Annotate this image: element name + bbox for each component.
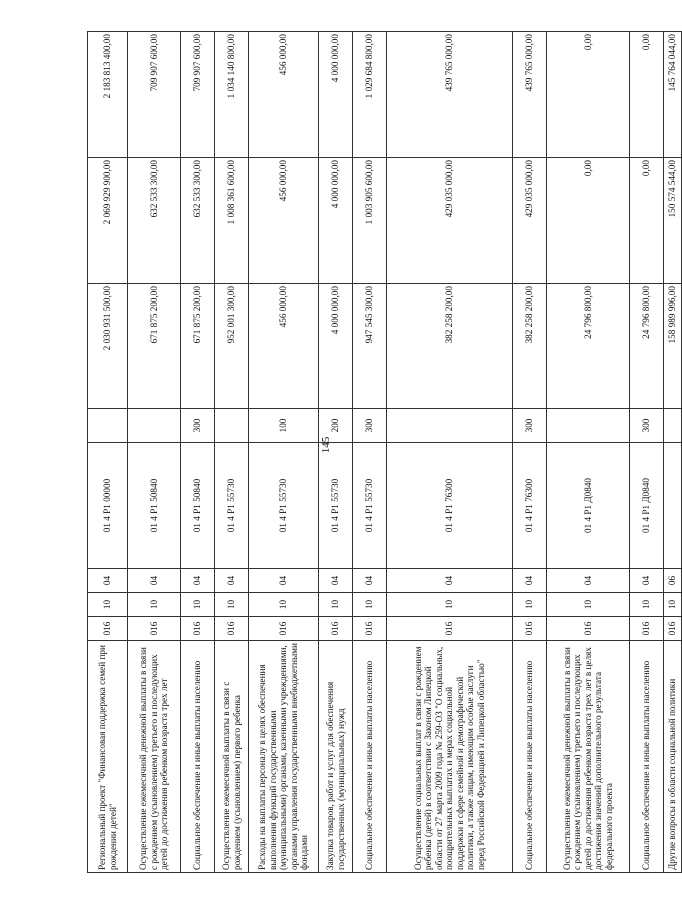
row-amount-2: 0,00 bbox=[630, 158, 664, 284]
row-section: 10 bbox=[319, 593, 353, 617]
row-expense-type bbox=[128, 409, 181, 443]
row-target-article: 01 4 P1 76300 bbox=[513, 443, 547, 569]
table-row bbox=[181, 32, 215, 873]
row-section: 10 bbox=[547, 593, 630, 617]
row-amount-3: 2 183 813 400,00 bbox=[88, 32, 128, 158]
row-subsection: 04 bbox=[547, 569, 630, 593]
row-section: 10 bbox=[128, 593, 181, 617]
row-subsection: 04 bbox=[88, 569, 128, 593]
row-subsection: 04 bbox=[181, 569, 215, 593]
row-target-article: 01 4 P1 50840 bbox=[128, 443, 181, 569]
row-target-article: 01 4 P1 Д0840 bbox=[630, 443, 664, 569]
row-amount-1: 2 030 931 500,00 bbox=[88, 284, 128, 409]
row-name: Осуществление социальных выплат в связи с рождением ребенка (детей) в соответствии с Законом Липецкой области от 27 марта 2009 года № 259-ОЗ "О социальных, поощрительных выплатах и мерах социальной поддержки в сфере семейной и демографической политики, а также лицам, имеющим особые заслуги перед Российской Федерацией и Липецкой областью" bbox=[387, 641, 513, 873]
row-amount-2: 1 003 905 600,00 bbox=[353, 158, 387, 284]
row-amount-2: 4 000 000,00 bbox=[319, 158, 353, 284]
row-amount-1: 952 001 300,00 bbox=[215, 284, 249, 409]
row-ved-code: 016 bbox=[353, 617, 387, 641]
row-expense-type: 200 bbox=[319, 409, 353, 443]
row-amount-3: 709 907 600,00 bbox=[181, 32, 215, 158]
row-subsection: 04 bbox=[630, 569, 664, 593]
row-target-article: 01 4 P1 50840 bbox=[181, 443, 215, 569]
table-row bbox=[513, 32, 547, 873]
row-expense-type: 300 bbox=[630, 409, 664, 443]
row-amount-1: 671 875 200,00 bbox=[181, 284, 215, 409]
row-name: Осуществление ежемесячной денежной выплаты в связи с рождением (усыновлением) третьего и последующих детей до достижения ребенком возраста трех лет в целях достижения значений дополнительного результата федерального проекта bbox=[547, 641, 630, 873]
row-subsection: 06 bbox=[664, 569, 682, 593]
row-ved-code: 016 bbox=[664, 617, 682, 641]
row-section: 10 bbox=[181, 593, 215, 617]
row-expense-type bbox=[547, 409, 630, 443]
row-amount-1: 24 796 800,00 bbox=[630, 284, 664, 409]
row-amount-1: 382 258 200,00 bbox=[387, 284, 513, 409]
row-name: Расходы на выплаты персоналу в целях обеспечения выполнения функций государственными (муниципальными) органами, казенными учреждениями, органами управления государственными внебюджетными фондами bbox=[249, 641, 319, 873]
row-name: Закупка товаров, работ и услуг для обеспечения государственных (муниципальных) нужд bbox=[319, 641, 353, 873]
row-target-article: 01 4 P1 55730 bbox=[319, 443, 353, 569]
table-row bbox=[387, 32, 513, 873]
row-expense-type bbox=[215, 409, 249, 443]
budget-table-sheet bbox=[87, 32, 678, 873]
row-subsection: 04 bbox=[249, 569, 319, 593]
row-name: Социальное обеспечение и иные выплаты населению bbox=[353, 641, 387, 873]
row-subsection: 04 bbox=[353, 569, 387, 593]
row-ved-code: 016 bbox=[387, 617, 513, 641]
row-amount-2: 429 035 000,00 bbox=[387, 158, 513, 284]
row-subsection: 04 bbox=[128, 569, 181, 593]
row-expense-type bbox=[664, 409, 682, 443]
row-amount-3: 709 907 600,00 bbox=[128, 32, 181, 158]
row-subsection: 04 bbox=[215, 569, 249, 593]
row-ved-code: 016 bbox=[181, 617, 215, 641]
row-amount-3: 1 034 140 800,00 bbox=[215, 32, 249, 158]
row-name: Социальное обеспечение и иные выплаты населению bbox=[513, 641, 547, 873]
row-ved-code: 016 bbox=[249, 617, 319, 641]
row-amount-2: 2 069 929 900,00 bbox=[88, 158, 128, 284]
row-amount-1: 947 545 300,00 bbox=[353, 284, 387, 409]
table-row bbox=[88, 32, 128, 873]
row-amount-3: 456 000,00 bbox=[249, 32, 319, 158]
row-expense-type: 100 bbox=[249, 409, 319, 443]
row-target-article: 01 4 P1 Д0840 bbox=[547, 443, 630, 569]
row-ved-code: 016 bbox=[88, 617, 128, 641]
row-amount-3: 439 765 000,00 bbox=[387, 32, 513, 158]
row-amount-2: 429 035 000,00 bbox=[513, 158, 547, 284]
row-ved-code: 016 bbox=[547, 617, 630, 641]
row-name: Осуществление ежемесячной денежной выплаты в связи с рождением (усыновлением) третьего и последующих детей до достижения ребенком возраста трех лет bbox=[128, 641, 181, 873]
row-amount-3: 0,00 bbox=[630, 32, 664, 158]
row-section: 10 bbox=[513, 593, 547, 617]
row-ved-code: 016 bbox=[319, 617, 353, 641]
row-ved-code: 016 bbox=[128, 617, 181, 641]
table-row bbox=[353, 32, 387, 873]
table-row bbox=[249, 32, 319, 873]
row-amount-2: 632 533 300,00 bbox=[128, 158, 181, 284]
row-expense-type: 300 bbox=[513, 409, 547, 443]
row-section: 10 bbox=[630, 593, 664, 617]
row-expense-type bbox=[88, 409, 128, 443]
row-amount-1: 4 000 000,00 bbox=[319, 284, 353, 409]
table-row bbox=[215, 32, 249, 873]
row-expense-type: 300 bbox=[353, 409, 387, 443]
row-expense-type: 300 bbox=[181, 409, 215, 443]
row-section: 10 bbox=[664, 593, 682, 617]
row-target-article: 01 4 P1 55730 bbox=[353, 443, 387, 569]
row-name: Осуществление ежемесячной выплаты в связи с рождением (усыновлением) первого ребенка bbox=[215, 641, 249, 873]
budget-table bbox=[87, 31, 682, 873]
row-amount-2: 150 574 544,00 bbox=[664, 158, 682, 284]
row-target-article: 01 4 P1 00000 bbox=[88, 443, 128, 569]
row-amount-2: 456 000,00 bbox=[249, 158, 319, 284]
table-row bbox=[319, 32, 353, 873]
row-subsection: 04 bbox=[387, 569, 513, 593]
table-row bbox=[128, 32, 181, 873]
row-amount-2: 632 533 300,00 bbox=[181, 158, 215, 284]
row-amount-3: 145 764 044,00 bbox=[664, 32, 682, 158]
row-ved-code: 016 bbox=[630, 617, 664, 641]
row-target-article: 01 4 P1 55730 bbox=[215, 443, 249, 569]
row-amount-3: 4 000 000,00 bbox=[319, 32, 353, 158]
row-section: 10 bbox=[88, 593, 128, 617]
row-amount-2: 0,00 bbox=[547, 158, 630, 284]
row-name: Социальное обеспечение и иные выплаты населению bbox=[630, 641, 664, 873]
row-ved-code: 016 bbox=[513, 617, 547, 641]
row-amount-1: 671 875 200,00 bbox=[128, 284, 181, 409]
row-name: Другие вопросы в области социальной политики bbox=[664, 641, 682, 873]
row-section: 10 bbox=[387, 593, 513, 617]
table-body bbox=[88, 32, 682, 873]
page-number: 145 bbox=[320, 436, 332, 454]
row-amount-2: 1 008 361 600,00 bbox=[215, 158, 249, 284]
row-amount-1: 24 796 800,00 bbox=[547, 284, 630, 409]
table-row bbox=[664, 32, 682, 873]
row-target-article: 01 4 P1 76300 bbox=[387, 443, 513, 569]
row-section: 10 bbox=[249, 593, 319, 617]
row-amount-1: 382 258 200,00 bbox=[513, 284, 547, 409]
row-amount-1: 456 000,00 bbox=[249, 284, 319, 409]
row-subsection: 04 bbox=[513, 569, 547, 593]
row-expense-type bbox=[387, 409, 513, 443]
row-amount-3: 0,00 bbox=[547, 32, 630, 158]
table-row bbox=[630, 32, 664, 873]
row-name: Социальное обеспечение и иные выплаты населению bbox=[181, 641, 215, 873]
row-amount-3: 439 765 000,00 bbox=[513, 32, 547, 158]
row-subsection: 04 bbox=[319, 569, 353, 593]
row-name: Региональный проект "Финансовая поддержка семей при рождении детей" bbox=[88, 641, 128, 873]
row-section: 10 bbox=[215, 593, 249, 617]
row-amount-1: 158 989 996,00 bbox=[664, 284, 682, 409]
row-section: 10 bbox=[353, 593, 387, 617]
row-ved-code: 016 bbox=[215, 617, 249, 641]
row-target-article: 01 4 P1 55730 bbox=[249, 443, 319, 569]
table-row bbox=[547, 32, 630, 873]
row-amount-3: 1 029 684 800,00 bbox=[353, 32, 387, 158]
row-target-article bbox=[664, 443, 682, 569]
